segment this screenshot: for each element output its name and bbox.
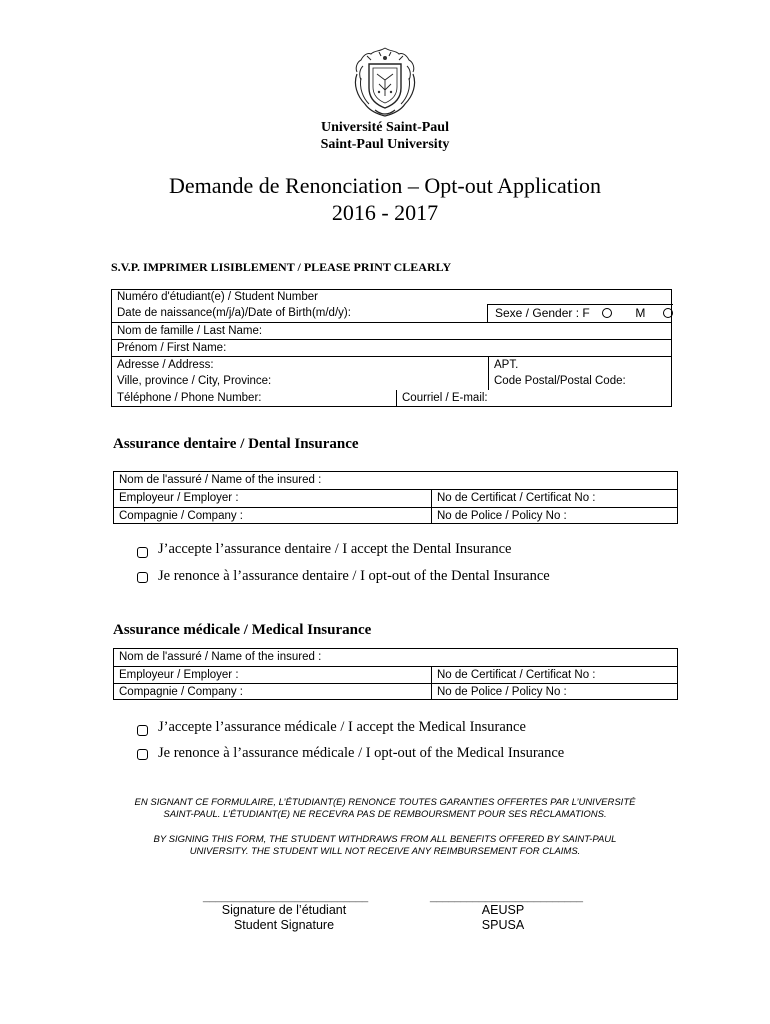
disclaimer-en-line1: BY SIGNING THIS FORM, THE STUDENT WITHDRAWS FROM ALL BENEFITS OFFERED BY SAINT-PAUL: [153, 834, 617, 845]
dental-insured-name-field[interactable]: Nom de l'assuré / Name of the insured :: [119, 474, 322, 486]
medical-company-field[interactable]: Compagnie / Company :: [119, 686, 244, 698]
address-field[interactable]: Adresse / Address:: [117, 359, 214, 371]
disclaimer-fr-line1: EN SIGNANT CE FORMULAIRE, L’ÉTUDIANT(E) RENONCE TOUTES GARANTIES OFFERTES PAR L’UNIVERSITÉ: [134, 797, 636, 808]
university-crest-logo: [349, 44, 421, 120]
university-name-en: Saint-Paul University: [320, 137, 450, 152]
email-field[interactable]: Courriel / E-mail:: [396, 390, 673, 407]
student-signature-line[interactable]: ___________________________: [203, 891, 369, 903]
phone-field[interactable]: Téléphone / Phone Number:: [117, 392, 262, 404]
medical-insured-table: [113, 648, 678, 700]
first-name-field[interactable]: Prénom / First Name:: [117, 342, 227, 354]
medical-accept-label: J’accepte l’assurance médicale / I accept the Medical Insurance: [158, 719, 526, 735]
medical-employer-field[interactable]: Employeur / Employer :: [119, 669, 239, 681]
gender-label: Sexe / Gender : F: [495, 306, 590, 320]
city-province-field[interactable]: Ville, province / City, Province:: [117, 375, 272, 387]
dental-policy-field[interactable]: No de Police / Policy No :: [431, 508, 679, 524]
medical-accept-radio[interactable]: [137, 725, 148, 736]
student-signature-label-fr: Signature de l’étudiant: [221, 903, 347, 917]
dental-company-field[interactable]: Compagnie / Company :: [119, 510, 244, 522]
postal-code-field[interactable]: Code Postal/Postal Code:: [488, 373, 673, 390]
spusa-label: SPUSA: [481, 918, 525, 932]
dental-insured-table: [113, 471, 678, 524]
medical-policy-field[interactable]: No de Police / Policy No :: [431, 684, 679, 700]
gender-m-label: M: [635, 306, 646, 320]
dental-certificate-field[interactable]: No de Certificat / Certificat No :: [431, 490, 679, 507]
dental-optout-radio[interactable]: [137, 572, 148, 583]
student-signature-label-en: Student Signature: [233, 918, 335, 932]
dental-accept-radio[interactable]: [137, 547, 148, 558]
student-number-field[interactable]: Numéro d'étudiant(e) / Student Number: [117, 291, 318, 303]
last-name-field[interactable]: Nom de famille / Last Name:: [117, 325, 263, 337]
medical-insured-name-field[interactable]: Nom de l'assuré / Name of the insured :: [119, 651, 322, 663]
gender-f-radio[interactable]: [602, 308, 612, 318]
form-year: 2016 - 2017: [331, 200, 439, 225]
disclaimer-en-line2: UNIVERSITY. THE STUDENT WILL NOT RECEIVE ANY REIMBURSEMENT FOR CLAIMS.: [189, 846, 581, 857]
gender-field: [487, 304, 673, 322]
date-of-birth-field[interactable]: Date de naissance(m/j/a)/Date of Birth(m/d/y):: [117, 307, 351, 319]
medical-optout-radio[interactable]: [137, 749, 148, 760]
gender-m-radio[interactable]: [663, 308, 673, 318]
form-title: Demande de Renonciation – Opt-out Application: [169, 173, 601, 198]
medical-optout-label: Je renonce à l’assurance médicale / I opt-out of the Medical Insurance: [158, 745, 565, 761]
dental-heading: Assurance dentaire / Dental Insurance: [113, 436, 359, 452]
dental-accept-label: J’accepte l’assurance dentaire / I accept the Dental Insurance: [158, 541, 512, 557]
print-instruction: S.V.P. IMPRIMER LISIBLEMENT / PLEASE PRINT CLEARLY: [111, 260, 452, 274]
dental-employer-field[interactable]: Employeur / Employer :: [119, 492, 239, 504]
student-info-table: [111, 289, 672, 407]
aeusp-signature-line[interactable]: _________________________: [430, 891, 583, 903]
medical-heading: Assurance médicale / Medical Insurance: [113, 622, 372, 638]
university-name-fr: Université Saint-Paul: [321, 120, 449, 135]
medical-certificate-field[interactable]: No de Certificat / Certificat No :: [431, 667, 679, 683]
dental-optout-label: Je renonce à l’assurance dentaire / I opt-out of the Dental Insurance: [158, 568, 550, 584]
apt-field[interactable]: APT.: [488, 357, 673, 373]
disclaimer-fr-line2: SAINT-PAUL. L’ÉTUDIANT(E) NE RECEVRA PAS DE REMBOURSMENT POUR SES RÉCLAMATIONS.: [163, 809, 607, 820]
aeusp-label: AEUSP: [481, 903, 525, 917]
